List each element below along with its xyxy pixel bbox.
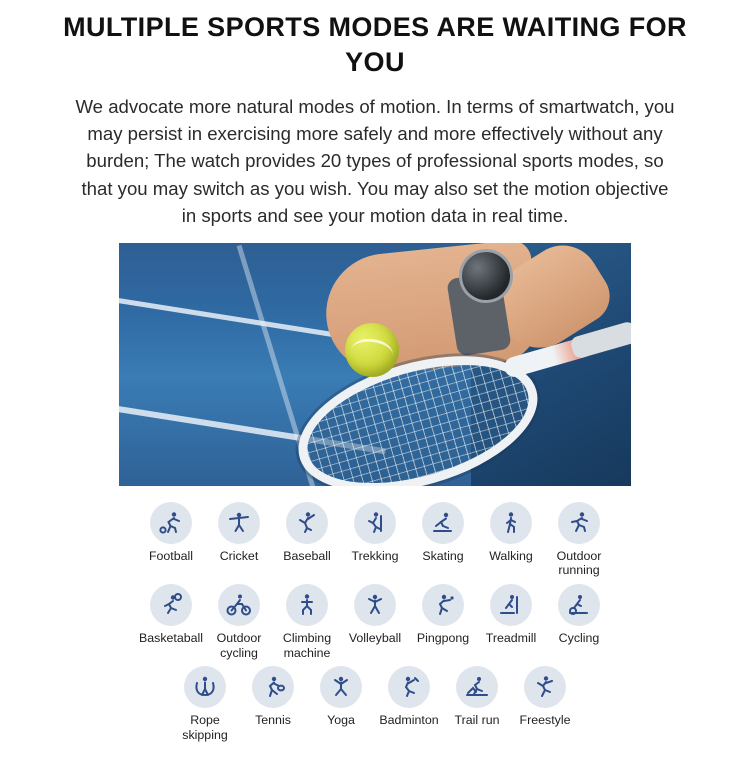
sports-modes-grid <box>0 502 750 743</box>
cricket-icon <box>218 502 260 544</box>
cycling-icon <box>558 584 600 626</box>
sport-item-volleyball[interactable] <box>341 584 409 646</box>
sport-label: Football <box>148 548 194 563</box>
pingpong-icon <box>422 584 464 626</box>
basketball-icon <box>150 584 192 626</box>
sport-label: Baseball <box>283 548 331 563</box>
description-paragraph: We advocate more natural modes of motion. In terms of smartwatch, you may persist in exercising more safely and more effectively without any burden; The watch provides 20 types of professional sports modes, so that you may switch as you wish. You may also set the motion objective in sports and see your motion data in real time. <box>75 96 675 226</box>
sport-label: Trekking <box>351 548 399 563</box>
trail-run-icon <box>456 666 498 708</box>
sport-item-freestyle[interactable] <box>511 666 579 728</box>
sport-item-cricket[interactable] <box>205 502 273 564</box>
sport-item-trekking[interactable] <box>341 502 409 564</box>
outdoor-cycling-icon <box>218 584 260 626</box>
yoga-icon <box>320 666 362 708</box>
tennis-icon <box>252 666 294 708</box>
trekking-icon <box>354 502 396 544</box>
volleyball-icon <box>354 584 396 626</box>
sport-label: Treadmill <box>485 631 537 646</box>
sport-item-skating[interactable] <box>409 502 477 564</box>
sport-item-pingpong[interactable] <box>409 584 477 646</box>
page-title: MULTIPLE SPORTS MODES ARE WAITING FOR YOU <box>63 12 687 77</box>
sports-row <box>120 666 630 742</box>
tennis-ball <box>345 323 399 377</box>
sports-row <box>120 584 630 660</box>
sport-item-rope-skipping[interactable] <box>171 666 239 742</box>
baseball-icon <box>286 502 328 544</box>
product-description-page <box>0 10 750 760</box>
sport-label: Pingpong <box>416 631 470 646</box>
badminton-icon <box>388 666 430 708</box>
sport-item-football[interactable] <box>137 502 205 564</box>
sport-label: Rope skipping <box>182 713 228 742</box>
hero-image <box>119 243 631 486</box>
sport-label: Climbing machine <box>282 631 332 660</box>
sport-label: Trail run <box>454 713 500 728</box>
sport-label: Badminton <box>379 713 439 728</box>
sports-row <box>120 502 630 578</box>
sport-label: Outdoor running <box>556 548 602 578</box>
sport-label: Cycling <box>558 631 600 646</box>
sport-item-badminton[interactable] <box>375 666 443 728</box>
skating-icon <box>422 502 464 544</box>
football-icon <box>150 502 192 544</box>
sport-item-cycling[interactable] <box>545 584 613 646</box>
treadmill-icon <box>490 584 532 626</box>
sport-label: Cricket <box>219 548 259 563</box>
sport-label: Yoga <box>327 713 355 728</box>
sport-label: Volleyball <box>348 631 402 646</box>
sport-label: Outdoor cycling <box>216 631 262 660</box>
sport-item-walking[interactable] <box>477 502 545 564</box>
sport-item-outdoor-cycling[interactable] <box>205 584 273 660</box>
sport-item-outdoor-running[interactable] <box>545 502 613 578</box>
sport-item-baseball[interactable] <box>273 502 341 564</box>
sport-label: Tennis <box>255 713 291 728</box>
sport-label: Basketaball <box>138 631 204 646</box>
outdoor-running-icon <box>558 502 600 544</box>
sport-label: Skating <box>422 548 464 563</box>
sport-label: Freestyle <box>519 713 571 728</box>
sport-item-trail-run[interactable] <box>443 666 511 728</box>
rope-skipping-icon <box>184 666 226 708</box>
climbing-machine-icon <box>286 584 328 626</box>
walking-icon <box>490 502 532 544</box>
sport-item-climbing-machine[interactable] <box>273 584 341 660</box>
sport-item-treadmill[interactable] <box>477 584 545 646</box>
freestyle-icon <box>524 666 566 708</box>
sport-item-yoga[interactable] <box>307 666 375 728</box>
sport-item-basketball[interactable] <box>137 584 205 646</box>
sport-label: Walking <box>489 548 533 563</box>
sport-item-tennis[interactable] <box>239 666 307 728</box>
